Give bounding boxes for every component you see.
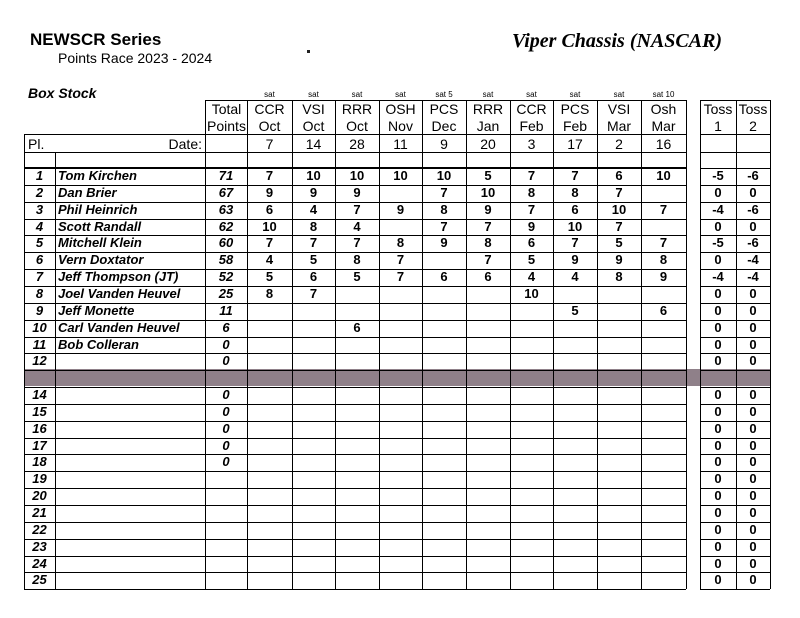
toss-value: 0 xyxy=(714,252,722,268)
toss-number: 1 xyxy=(714,118,722,134)
grid-hline xyxy=(24,572,686,573)
toss-value: -4 xyxy=(747,252,759,268)
race-points: 8 xyxy=(396,235,405,251)
race-points: 6 xyxy=(484,269,492,285)
place-number: 1 xyxy=(35,168,44,183)
race-points: 7 xyxy=(571,168,579,183)
toss-value: -4 xyxy=(712,201,724,217)
toss-value: 0 xyxy=(714,538,722,554)
race-points: 8 xyxy=(527,184,536,200)
total-points: 71 xyxy=(218,168,234,183)
race-points: 4 xyxy=(309,201,318,217)
grid-hline xyxy=(24,488,686,489)
total-points: 0 xyxy=(222,454,230,470)
grid-hline xyxy=(24,387,686,388)
race-points: 7 xyxy=(353,235,361,251)
toss-number: 2 xyxy=(749,118,757,134)
race-points: 7 xyxy=(484,218,492,234)
place-number: 15 xyxy=(32,403,47,419)
race-points: 6 xyxy=(440,269,448,285)
race-points: 8 xyxy=(615,269,623,285)
race-points: 9 xyxy=(527,218,536,234)
race-points: 10 xyxy=(524,285,539,301)
place-number: 8 xyxy=(35,285,44,301)
place-number: 14 xyxy=(32,387,47,403)
place-number: 11 xyxy=(32,336,47,352)
toss-value: 0 xyxy=(749,420,757,436)
grid-hline xyxy=(24,539,686,540)
race-date-label: 20 xyxy=(480,136,496,152)
grid-hline xyxy=(700,589,770,590)
race-points: 6 xyxy=(309,269,318,285)
race-points: 7 xyxy=(309,285,318,301)
race-points: 7 xyxy=(309,235,318,251)
toss-value: 0 xyxy=(749,471,757,487)
race-date-label: 2 xyxy=(615,136,623,152)
shaded-separator-row xyxy=(24,369,770,386)
toss-value: -6 xyxy=(747,168,759,183)
race-points: 9 xyxy=(309,184,318,200)
race-date-label: 3 xyxy=(527,136,536,152)
toss-value: 0 xyxy=(749,285,757,301)
total-points: 0 xyxy=(222,353,230,369)
place-number: 19 xyxy=(32,471,47,487)
toss-value: -4 xyxy=(747,269,759,285)
race-month-label: Nov xyxy=(388,118,413,134)
race-month-label: Feb xyxy=(519,118,544,134)
toss-value: 0 xyxy=(714,454,722,470)
toss-value: 0 xyxy=(714,420,722,436)
driver-name: Bob Colleran xyxy=(58,336,139,352)
race-track-label: PCS xyxy=(429,101,459,117)
race-points: 9 xyxy=(265,184,274,200)
grid-vline xyxy=(686,100,687,589)
grid-hline xyxy=(700,370,770,371)
race-points: 6 xyxy=(353,319,361,335)
grid-hline xyxy=(24,522,686,523)
toss-value: 0 xyxy=(714,488,722,504)
race-points: 7 xyxy=(265,235,274,251)
toss-value: 0 xyxy=(714,572,722,588)
place-header: Pl. xyxy=(28,136,45,152)
race-track-label: PCS xyxy=(560,101,590,117)
total-points: 0 xyxy=(222,387,230,403)
grid-hline xyxy=(24,438,686,439)
place-number: 21 xyxy=(32,505,47,520)
place-number: 22 xyxy=(32,521,47,537)
toss-value: -6 xyxy=(747,201,759,217)
race-points: 5 xyxy=(571,302,579,318)
toss-value: 0 xyxy=(749,488,757,504)
race-points: 6 xyxy=(615,168,623,183)
race-points: 7 xyxy=(527,201,536,217)
place-number: 2 xyxy=(35,184,44,200)
race-track-label: OSH xyxy=(385,101,416,117)
race-points: 9 xyxy=(659,269,668,285)
toss-label: Toss xyxy=(703,101,733,117)
total-points: 25 xyxy=(218,285,234,301)
toss-value: -5 xyxy=(712,168,724,183)
total-points: 58 xyxy=(218,252,234,268)
place-number: 3 xyxy=(35,201,44,217)
driver-name: Joel Vanden Heuvel xyxy=(58,285,181,301)
grid-hline xyxy=(700,152,770,153)
race-date-label: 7 xyxy=(265,136,274,152)
race-track-label: VSI xyxy=(302,101,325,117)
chassis-title: Viper Chassis (NASCAR) xyxy=(512,30,723,52)
toss-value: -4 xyxy=(712,269,724,285)
race-date-label: 17 xyxy=(567,136,583,152)
grid-hline xyxy=(24,370,686,371)
race-track-label: RRR xyxy=(472,101,504,117)
race-points: 10 xyxy=(656,168,671,183)
toss-value: 0 xyxy=(714,336,722,352)
race-points: 10 xyxy=(306,168,321,183)
place-number: 24 xyxy=(32,555,47,571)
race-track-label: CCR xyxy=(516,101,547,117)
race-points: 7 xyxy=(615,218,623,234)
total-points: 0 xyxy=(222,403,230,419)
total-points: 6 xyxy=(222,319,230,335)
toss-value: 0 xyxy=(749,538,757,554)
points-race-subtitle: Points Race 2023 - 2024 xyxy=(58,50,213,66)
race-day-label: sat xyxy=(308,90,319,99)
total-points: 63 xyxy=(218,201,234,217)
total-header: Total xyxy=(211,101,242,117)
race-date-label: 28 xyxy=(349,136,365,152)
race-points: 7 xyxy=(440,218,448,234)
race-points: 7 xyxy=(440,184,448,200)
place-number: 18 xyxy=(32,454,47,470)
grid-hline xyxy=(24,471,686,472)
race-points: 9 xyxy=(571,252,579,268)
grid-hline xyxy=(24,134,686,135)
race-track-label: RRR xyxy=(341,101,373,117)
grid-vline xyxy=(205,100,206,589)
place-number: 6 xyxy=(35,252,44,268)
place-number: 10 xyxy=(32,319,47,335)
race-points: 7 xyxy=(659,235,668,251)
race-points: 8 xyxy=(353,252,361,268)
driver-name: Mitchell Klein xyxy=(58,235,142,251)
toss-value: 0 xyxy=(749,302,757,318)
grid-hline xyxy=(24,556,686,557)
driver-name: Carl Vanden Heuvel xyxy=(58,319,180,335)
race-month-label: Mar xyxy=(651,118,676,134)
speck-mark xyxy=(307,50,310,53)
race-points: 10 xyxy=(436,168,452,183)
toss-value: -6 xyxy=(747,235,759,251)
place-number: 17 xyxy=(32,437,47,453)
race-day-label: sat 10 xyxy=(652,90,675,99)
race-points: 5 xyxy=(353,269,361,285)
toss-value: 0 xyxy=(714,184,722,200)
place-number: 9 xyxy=(35,302,44,318)
toss-value: 0 xyxy=(749,505,757,520)
race-points: 5 xyxy=(484,168,492,183)
race-points: 7 xyxy=(659,201,668,217)
series-title: NEWSCR Series xyxy=(30,30,162,49)
total-points: 0 xyxy=(222,437,230,453)
race-day-label: sat xyxy=(264,90,275,99)
race-points: 7 xyxy=(396,252,405,268)
total-points: 60 xyxy=(218,235,234,251)
toss-value: 0 xyxy=(714,302,722,318)
toss-value: 0 xyxy=(749,218,757,234)
race-month-label: Oct xyxy=(302,118,325,134)
race-date-label: 14 xyxy=(305,136,322,152)
toss-value: 0 xyxy=(749,555,757,571)
grid-vline xyxy=(770,100,771,589)
race-points: 10 xyxy=(393,168,408,183)
race-points: 10 xyxy=(349,168,365,183)
total-points: 52 xyxy=(218,269,234,285)
race-points: 7 xyxy=(615,184,623,200)
race-points: 5 xyxy=(527,252,536,268)
grid-hline xyxy=(700,134,770,135)
grid-hline xyxy=(24,454,686,455)
race-points: 9 xyxy=(396,201,405,217)
place-number: 7 xyxy=(35,269,44,285)
race-points: 8 xyxy=(265,285,274,301)
driver-name: Jeff Monette xyxy=(58,302,135,318)
grid-hline xyxy=(24,589,686,590)
toss-value: 0 xyxy=(714,353,722,369)
race-points: 9 xyxy=(615,252,623,268)
race-date-label: 11 xyxy=(393,136,408,152)
race-day-label: sat xyxy=(569,90,581,99)
race-day-label: sat 5 xyxy=(435,90,453,99)
toss-value: -5 xyxy=(712,235,724,251)
race-track-label: VSI xyxy=(607,101,631,117)
race-points: 10 xyxy=(480,184,496,200)
race-day-label: sat xyxy=(526,90,537,99)
race-date-label: 16 xyxy=(655,136,672,152)
toss-value: 0 xyxy=(714,403,722,419)
toss-label: Toss xyxy=(738,101,768,117)
class-label: Box Stock xyxy=(28,85,97,101)
driver-name: Vern Doxtator xyxy=(58,252,144,268)
driver-name: Phil Heinrich xyxy=(58,201,138,217)
race-points: 7 xyxy=(353,201,361,217)
race-points: 10 xyxy=(567,218,583,234)
race-points: 7 xyxy=(396,269,405,285)
race-month-label: Jan xyxy=(476,118,500,134)
race-month-label: Feb xyxy=(562,118,588,134)
race-points: 5 xyxy=(265,269,274,285)
toss-value: 0 xyxy=(714,521,722,537)
race-points: 7 xyxy=(571,235,579,251)
race-points: 8 xyxy=(484,235,492,251)
race-points: 6 xyxy=(571,201,579,217)
driver-name: Dan Brier xyxy=(58,184,117,200)
race-date-label: 9 xyxy=(440,136,448,152)
race-month-label: Oct xyxy=(346,118,368,134)
race-day-label: sat xyxy=(395,90,406,99)
race-month-label: Oct xyxy=(258,118,281,134)
total-points: 0 xyxy=(222,420,230,436)
toss-value: 0 xyxy=(714,471,722,487)
place-number: 25 xyxy=(32,572,47,588)
toss-value: 0 xyxy=(714,218,722,234)
toss-value: 0 xyxy=(714,387,722,403)
toss-value: 0 xyxy=(749,521,757,537)
toss-value: 0 xyxy=(749,454,757,470)
place-number: 23 xyxy=(32,538,47,554)
toss-value: 0 xyxy=(749,437,757,453)
race-points: 8 xyxy=(440,201,448,217)
total-points: 11 xyxy=(219,302,233,318)
race-points: 4 xyxy=(265,252,274,268)
race-points: 5 xyxy=(615,235,623,251)
toss-value: 0 xyxy=(714,555,722,571)
race-points: 8 xyxy=(571,184,579,200)
toss-value: 0 xyxy=(714,437,722,453)
race-month-label: Dec xyxy=(431,118,457,134)
place-number: 4 xyxy=(35,218,44,234)
toss-value: 0 xyxy=(749,353,757,369)
grid-hline xyxy=(24,421,686,422)
race-points: 10 xyxy=(611,201,627,217)
race-points: 6 xyxy=(527,235,536,251)
race-day-label: sat xyxy=(351,90,363,99)
driver-name: Scott Randall xyxy=(58,218,142,234)
race-points: 8 xyxy=(309,218,318,234)
race-points: 4 xyxy=(527,269,536,285)
race-points: 4 xyxy=(353,218,361,234)
race-points: 9 xyxy=(440,235,448,251)
toss-value: 0 xyxy=(749,319,757,335)
toss-value: 0 xyxy=(714,505,722,520)
points-header: Points xyxy=(207,118,246,134)
toss-value: 0 xyxy=(714,319,722,335)
grid-hline xyxy=(24,505,686,506)
toss-value: 0 xyxy=(749,387,757,403)
race-points: 5 xyxy=(309,252,318,268)
total-points: 62 xyxy=(218,218,234,234)
total-points: 67 xyxy=(218,184,234,200)
driver-name: Jeff Thompson (JT) xyxy=(58,269,179,285)
place-number: 20 xyxy=(32,488,47,504)
race-points: 4 xyxy=(571,269,579,285)
toss-value: 0 xyxy=(749,336,757,352)
race-day-label: sat xyxy=(482,90,494,99)
grid-hline xyxy=(24,152,686,153)
place-number: 12 xyxy=(32,353,47,369)
driver-name: Tom Kirchen xyxy=(58,168,137,183)
race-points: 6 xyxy=(659,302,668,318)
grid-hline xyxy=(24,353,686,354)
toss-value: 0 xyxy=(749,403,757,419)
place-number: 5 xyxy=(35,235,44,251)
toss-value: 0 xyxy=(749,184,757,200)
race-track-label: CCR xyxy=(254,101,285,117)
race-month-label: Mar xyxy=(606,118,632,134)
toss-value: 0 xyxy=(714,285,722,301)
race-points: 9 xyxy=(353,184,361,200)
grid-vline xyxy=(55,152,56,589)
race-points: 9 xyxy=(484,201,492,217)
toss-value: 0 xyxy=(749,572,757,588)
race-points: 8 xyxy=(659,252,668,268)
race-points: 6 xyxy=(265,201,274,217)
race-day-label: sat xyxy=(613,90,625,99)
race-points: 10 xyxy=(262,218,277,234)
race-points: 7 xyxy=(484,252,492,268)
race-points: 7 xyxy=(265,168,274,183)
total-points: 0 xyxy=(222,336,230,352)
grid-hline xyxy=(24,404,686,405)
date-header: Date: xyxy=(168,136,202,152)
race-track-label: Osh xyxy=(650,101,677,117)
race-points: 7 xyxy=(527,168,536,183)
place-number: 16 xyxy=(32,420,47,436)
